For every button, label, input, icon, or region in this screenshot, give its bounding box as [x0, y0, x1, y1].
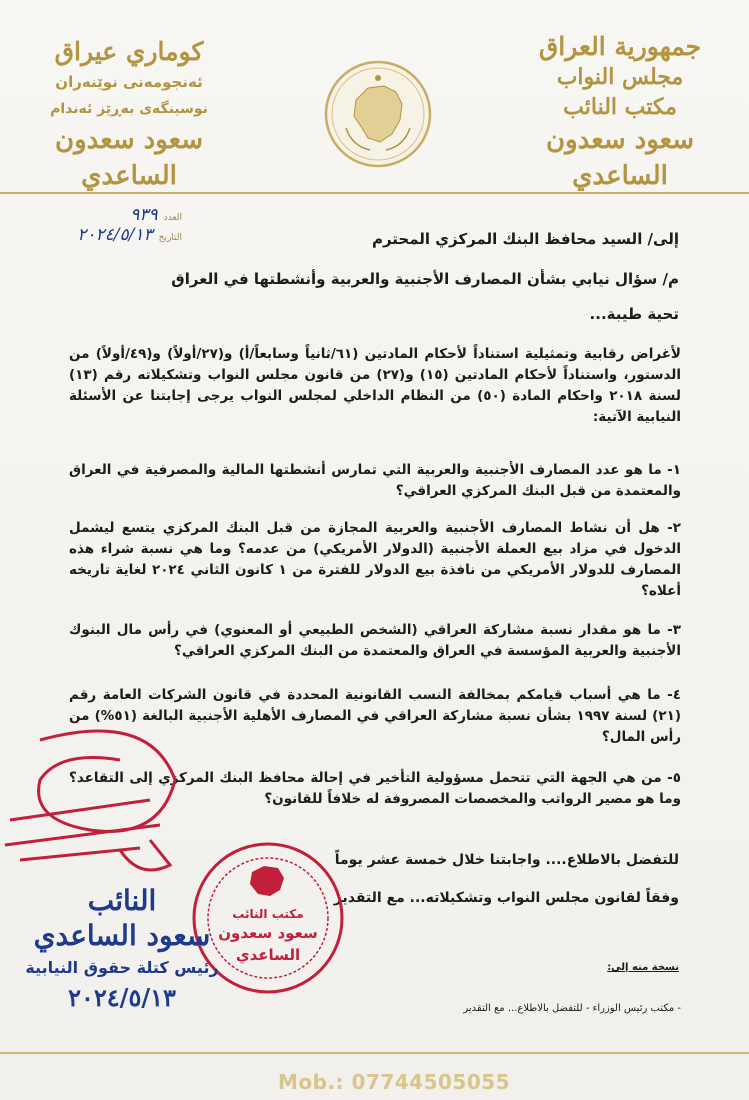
header-left-mp-name: سعود سعدون الساعدي [54, 125, 203, 191]
question-2: ٢- هل أن نشاط المصارف الأجنبية والعربية المجازة من قبل البنك المركزي يتسع ليشمل الدخول في مزاد بيع العملة الأجنبية (الدولار الأمريكي) من عدمه؟ وما هي نسبة شراء هذه المصارف للدولار الأمريكي من نافذة بيع الدولار للفترة من ١ كانون الثاني ٢٠٢٤ لغاية تاريخه أعلاه؟ [69, 520, 681, 599]
signature-title: النائب [87, 884, 157, 917]
question-5: ٥- من هي الجهة التي تتحمل مسؤولية التأخير في إحالة محافظ البنك المركزي إلى التقاعد؟ وما هو مصير الرواتب والمخصصات المصروفة له خلافاً للقانون؟ [69, 770, 681, 807]
header-left-office: نوسینگەی بەڕێز ئەندام [50, 101, 208, 117]
signature-date: ٢٠٢٤/٥/١٣ [68, 983, 176, 1012]
header-left-parliament: ئەنجومەنی نوێنەران [55, 73, 203, 91]
header-left-republic: كوماري عيراق [54, 37, 204, 66]
ref-date-label: التاريخ [158, 233, 182, 243]
stamp-line-1: مكتب النائب [232, 907, 304, 921]
ref-date: ٢٠٢٤/٥/١٣ [77, 225, 153, 245]
signature-block [22, 885, 222, 1015]
signature-role: رئيس كتلة حقوق النيابية [25, 958, 219, 977]
closing-line-2: وفقاً لقانون مجلس النواب وتشكيلاته... مع التقدير [333, 890, 679, 906]
header-parliament: مجلس النواب [556, 64, 684, 90]
stamp-line-3: الساعدي [235, 946, 301, 964]
footer-divider [0, 1052, 749, 1054]
ref-number: ٩٣٩ [130, 205, 158, 225]
intro-paragraph: لأغراض رقابية وتمثيلية استناداً لأحكام المادتين (٦١/ثانياً وسابعاً/أ) و(٢٧/أولاً) و(٤٩/أولاً) من الدستور، واستناداً لأحكام المادتين (١٥) و(٢٧) من قانون مجلس النواب وتشكيلاته رقم (١٣) لسنة ٢٠١٨ واحكام المادة (٥٠) من النظام الداخلي لمجلس النواب يرجى إجابتنا عن الأسئلة النيابية الآتية: [69, 346, 682, 425]
question-1: ١- ما هو عدد المصارف الأجنبية والعربية التي تمارس أنشطتها المالية والمصرفية في العراق والمعتمدة من قبل البنك المركزي العراقي؟ [69, 462, 681, 499]
handwritten-signature-icon [0, 720, 190, 890]
reference-block [32, 205, 182, 245]
ref-number-label: العدد [163, 213, 182, 223]
copies-title: نسخة منه إلى: [607, 962, 679, 973]
recipient-line: إلى/ السيد محافظ البنك المركزي المحترم [371, 230, 679, 248]
header-mp-name: سعود سعدون الساعدي [545, 125, 694, 191]
question-3: ٣- ما هو مقدار نسبة مشاركة العراقي (الشخص الطبيعي أو المعنوي) في رأس مال البنوك الأجنبية والعربية المؤسسة في العراق والمعتمدة من البنك المركزي العراقي؟ [69, 622, 681, 659]
subject-line: م/ سؤال نيابي بشأن المصارف الأجنبية والعربية وأنشطتها في العراق [171, 270, 679, 288]
header-left [14, 36, 244, 194]
header-office: مكتب النائب [563, 94, 677, 120]
question-4: ٤- ما هي أسباب قيامكم بمخالفة النسب القانونية المحددة في قانون الشركات العامة رقم (٢١) لسنة ١٩٩٧ بشأن نسبة مشاركة العراقي في المصارف الأهلية الأجنبية البالغة (٥١%) من رأس المال؟ [69, 687, 681, 745]
closing-line-1: للتفضل بالاطلاع.... واجابتنا خلال خمسة عشر يوماً [334, 852, 679, 868]
greeting: تحية طيبة... [589, 305, 679, 323]
iraq-emblem-icon [322, 58, 434, 170]
footer-mobile: Mob.: 07744505055 [278, 1070, 511, 1094]
header-divider [0, 192, 749, 194]
header-right [505, 32, 735, 194]
signature-name: سعود الساعدي [33, 919, 211, 952]
header-republic: جمهورية العراق [538, 32, 702, 61]
stamp-line-2: سعود سعدون [218, 924, 318, 942]
copies-line: - مكتب رئيس الوزراء - للتفضل بالاطلاع... مع التقدير [463, 1003, 681, 1014]
